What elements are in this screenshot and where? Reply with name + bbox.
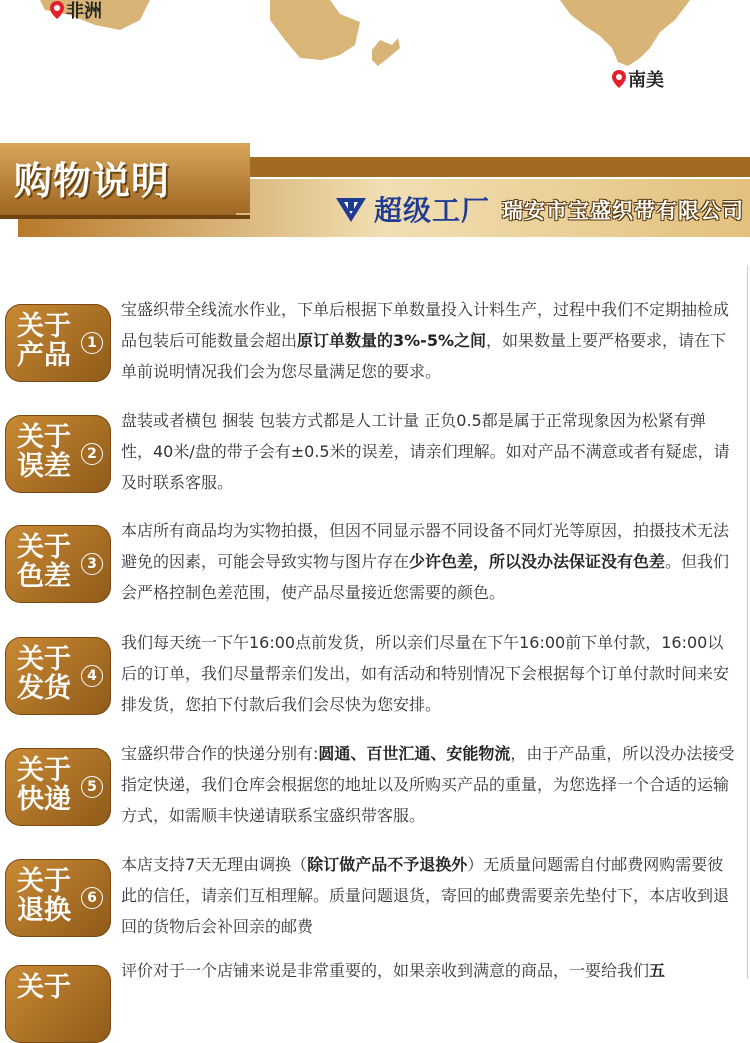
right-divider (747, 265, 748, 979)
emphasis-text: 原订单数量的3%-5%之间 (297, 331, 486, 350)
instruction-badge (5, 304, 111, 382)
badge-title-line1: 关于 (17, 422, 71, 453)
africa-label-text: 非洲 (66, 1, 102, 22)
badge-title-line2: 误差 (17, 451, 71, 482)
body-text: 我们每天统一下午16:00点前发货，所以亲们尽量在下午16:00前下单付款，16:00以后的订单，我们尽量帮亲们发出，如有活动和特别情况下会根据每个订单付款时间来安排发货，您拍下付款后我们会尽快为您安排。 (121, 633, 730, 714)
badge-title (17, 645, 79, 703)
badge-title-line1: 关于 (17, 311, 71, 342)
body-text: 宝盛织带合作的快递分别有: (121, 744, 319, 763)
instruction-badge (5, 748, 111, 826)
south-america-label-text: 南美 (628, 70, 664, 91)
brand (334, 189, 490, 229)
brand-name: 超级工厂 (374, 194, 491, 227)
badge-title-line1: 关于 (17, 866, 71, 897)
emphasis-text: 除订做产品不予退换外 (307, 855, 468, 874)
body-text: ，由于产品重，所以没办法接受指定快递，我们仓库会根据您的地址以及所购买产品的重量，为您选择一个合适的运输方式，如需顺丰快递请联系宝盛织带客服。 (121, 744, 735, 825)
instruction-text (121, 515, 736, 608)
badge-title (17, 423, 79, 481)
badge-number: 5 (81, 776, 103, 798)
badge-title-line2: 退换 (17, 895, 71, 926)
diamond-logo-icon (334, 194, 368, 224)
body-text: 本店支持7天无理由调换（ (121, 855, 308, 874)
emphasis-text: 少许色差，所以没办法保证没有色差 (409, 552, 666, 571)
emphasis-text: 圆通、百世汇通、安能物流 (318, 744, 511, 763)
badge-title-line1: 关于 (17, 644, 71, 675)
instruction-text (121, 849, 736, 942)
body-text: 盘装或者横包 捆装 包装方式都是人工计量 正负0.5都是属于正常现象因为松紧有弹性，40米/盘的带子会有±0.5米的误差，请亲们理解。如对产品不满意或者有疑虑，请及时联系客服。 (121, 411, 730, 492)
instruction-text (121, 294, 736, 387)
badge-title (17, 312, 79, 370)
badge-title-line2: 快递 (17, 784, 71, 815)
africa-label (50, 0, 102, 23)
badge-number: 3 (81, 553, 103, 575)
emphasis-text: 五 (649, 961, 666, 980)
badge-number: 2 (81, 443, 103, 465)
instruction-badge (5, 415, 111, 493)
body-text: ）无质量问题需自付邮费网购需要彼此的信任，请亲们互相理解。质量问题退货，寄回的邮费需要亲先垫付下，本店收到退回的货物后会补回亲的邮费 (121, 855, 730, 936)
badge-title (17, 867, 79, 925)
world-map-graphic (0, 0, 750, 128)
world-map-strip (0, 0, 750, 128)
page-title: 购物说明 (14, 159, 171, 203)
badge-title-line2: 发货 (17, 673, 71, 704)
badge-title-line1: 关于 (17, 755, 71, 786)
instruction-badge (5, 637, 111, 715)
south-america-label (612, 66, 664, 92)
location-pin-icon (50, 1, 64, 19)
instruction-text (121, 955, 736, 986)
body-text: 评价对于一个店铺来说是非常重要的，如果亲收到满意的商品，一要给我们 (121, 961, 650, 980)
badge-title (17, 756, 79, 814)
badge-title-line2: 产品 (17, 340, 71, 371)
instruction-text (121, 738, 736, 831)
badge-title (17, 533, 79, 591)
instruction-badge (5, 525, 111, 603)
badge-title-line1: 关于 (17, 532, 71, 563)
badge-title (17, 973, 79, 1002)
instruction-badge (5, 965, 111, 1043)
location-pin-icon (612, 70, 626, 88)
body-text: 宝盛织带全线流水作业，下单后根据下单数量投入计料生产，过程中我们不定期抽检成品包装后可能数量会超出 (121, 300, 730, 350)
instruction-text (121, 627, 736, 720)
body-text: ，如果数量上要严格要求，请在下单前说明情况我们会为您尽量满足您的要求。 (121, 331, 727, 381)
instruction-badge (5, 859, 111, 937)
badge-title-line2: 色差 (17, 561, 71, 592)
badge-number: 4 (81, 665, 103, 687)
body-text: 。但我们会严格控制色差范围，使产品尽量接近您需要的颜色。 (121, 552, 730, 602)
badge-title-line1: 关于 (17, 972, 71, 1003)
badge-number: 6 (81, 887, 103, 909)
badge-number: 1 (81, 332, 103, 354)
body-text: 本店所有商品均为实物拍摄，但因不同显示器不同设备不同灯光等原因，拍摄技术无法避免的因素，可能会导致实物与图片存在 (121, 521, 730, 571)
instruction-text (121, 405, 736, 498)
company-name: 瑞安市宝盛织带有限公司 (502, 199, 744, 223)
